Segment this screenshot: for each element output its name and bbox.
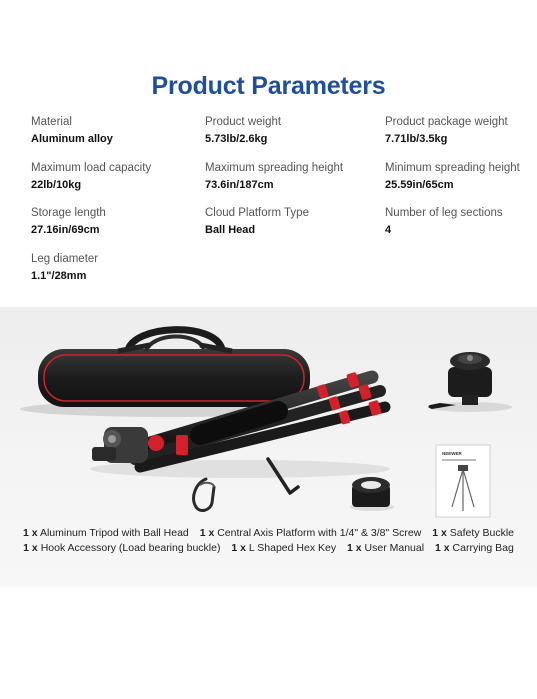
- accessory-item: 1 x Hook Accessory (Load bearing buckle): [23, 542, 221, 554]
- spec-value: Aluminum alloy: [31, 133, 113, 145]
- spec-leg-diameter: [31, 252, 98, 283]
- spec-label: Material: [31, 116, 72, 128]
- accessory-item: 1 x L Shaped Hex Key: [231, 542, 337, 554]
- spec-label: Maximum spreading height: [205, 162, 344, 174]
- spec-package-weight: [385, 115, 508, 146]
- safety-buckle: [350, 477, 394, 511]
- spec-label: Storage length: [31, 207, 106, 219]
- spec-value: 5.73lb/2.6kg: [205, 133, 268, 145]
- spec-label: Number of leg sections: [385, 207, 503, 219]
- spec-product-weight: [205, 115, 281, 146]
- spec-material: [31, 115, 113, 146]
- spec-label: Maximum load capacity: [31, 162, 152, 174]
- spec-storage-length: [31, 206, 106, 237]
- spec-label: Leg diameter: [31, 253, 99, 265]
- spec-label: Cloud Platform Type: [205, 207, 309, 219]
- spec-value: 25.59in/65cm: [385, 179, 454, 191]
- spec-value: 7.71lb/3.5kg: [385, 133, 448, 145]
- spec-max-load: [31, 161, 151, 192]
- accessory-item: 1 x Central Axis Platform with 1/4" & 3/8" Screw: [199, 527, 422, 539]
- accessory-item: 1 x Aluminum Tripod with Ball Head: [22, 527, 189, 539]
- spec-max-height: [205, 161, 343, 192]
- product-photo: [0, 307, 537, 587]
- spec-value: 27.16in/69cm: [31, 224, 100, 236]
- accessory-item: 1 x User Manual: [347, 542, 425, 554]
- spec-value: 73.6in/187cm: [205, 179, 274, 191]
- spec-label: Minimum spreading height: [385, 162, 520, 174]
- hook-accessory: [194, 479, 214, 510]
- manual-cover-text: NEEWER: [442, 451, 462, 456]
- accessory-item: 1 x Carrying Bag: [435, 542, 514, 554]
- accessory-item: 1 x Safety Buckle: [432, 527, 514, 539]
- spec-value: 22lb/10kg: [31, 179, 82, 191]
- accessory-list-row-1: [0, 527, 537, 539]
- spec-platform-type: [205, 206, 309, 237]
- spec-value: Ball Head: [205, 224, 256, 236]
- spec-leg-sections: [385, 206, 503, 237]
- accessory-list-row-2: [0, 542, 537, 554]
- spec-value: 1.1"/28mm: [31, 270, 87, 282]
- spec-label: Product package weight: [385, 116, 508, 128]
- page-title: Product Parameters: [151, 72, 386, 100]
- spec-min-height: [385, 161, 520, 192]
- spec-value: 4: [385, 224, 392, 236]
- user-manual: [436, 445, 490, 517]
- central-axis-platform: [428, 352, 512, 412]
- spec-label: Product weight: [205, 116, 282, 128]
